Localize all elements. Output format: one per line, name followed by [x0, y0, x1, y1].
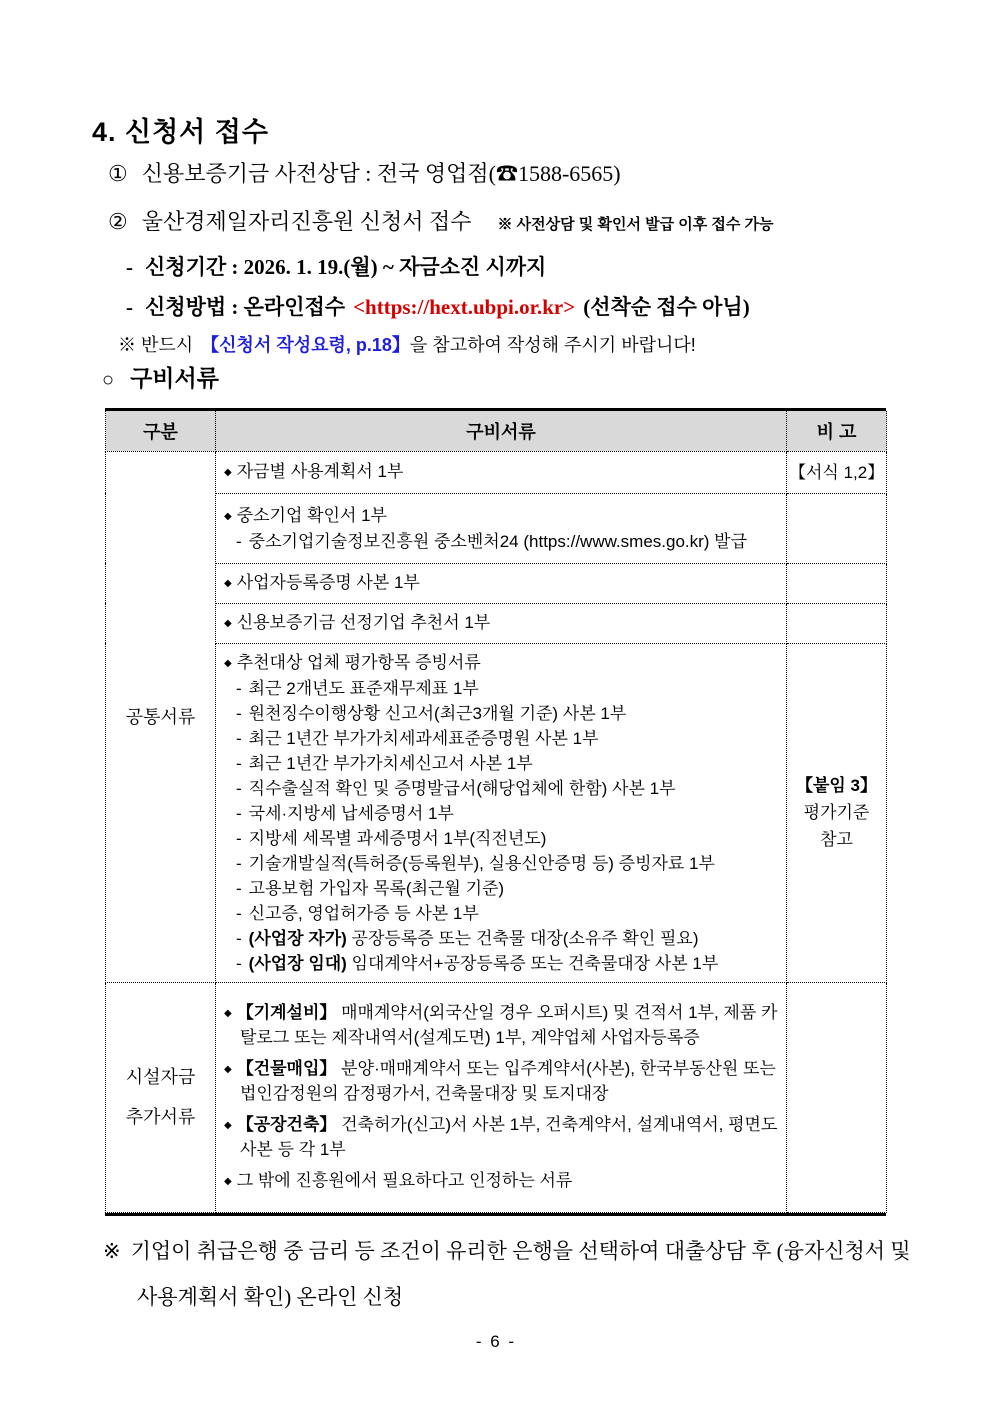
circled-number-1: ① — [108, 161, 128, 186]
online-application-url: <https://hext.ubpi.or.kr> — [353, 295, 576, 319]
doc-line — [224, 1001, 778, 1050]
guideline-reference: 【신청서 작성요령, p.18】 — [201, 335, 410, 355]
page-title: 4. 신청서 접수 — [92, 117, 269, 147]
doc-text-segment: 국세·지방세 납세증명서 1부 — [248, 803, 454, 823]
category-cell — [106, 451, 216, 982]
doc-line — [224, 726, 778, 751]
notice-prefix: ※ 반드시 — [118, 335, 194, 355]
remark-line: 【붙임 3】 — [795, 776, 878, 795]
column-header-category: 구분 — [106, 411, 216, 451]
circled-number-2: ② — [108, 209, 128, 234]
doc-text-segment: 건축허가(신고)서 사본 1부, 건축계약서, 설계내역서, 평면도 사본 등 각 1부 — [240, 1114, 778, 1159]
dash-marker: - — [236, 728, 242, 748]
doc-text-segment: 그 밖에 진흥원에서 필요하다고 인정하는 서류 — [236, 1170, 573, 1190]
documents-cell — [216, 563, 787, 603]
dash-marker: - — [236, 778, 242, 798]
category-label: 추가서류 — [125, 1107, 196, 1127]
doc-text-segment: 매매계약서(외국산일 경우 오퍼시트) 및 견적서 1부, 제품 카탈로그 또는 제작내역서(설계도면) 1부, 계약업체 사업자등록증 — [240, 1002, 778, 1047]
guideline-notice-line — [118, 331, 696, 357]
required-documents-heading — [102, 360, 219, 393]
bank-selection-note — [103, 1228, 919, 1320]
dash-marker: - — [236, 878, 242, 898]
doc-text-segment: 원천징수이행상황 신고서(최근3개월 기준) 사본 1부 — [248, 703, 627, 723]
column-header-documents: 구비서류 — [216, 411, 787, 451]
doc-text-segment: 중소기업기술정보진흥원 중소벤처24 (https://www.smes.go.kr) 발급 — [248, 531, 748, 551]
doc-line — [224, 610, 778, 636]
dash-marker: - — [126, 295, 133, 319]
doc-text-segment: 추천대상 업체 평가항목 증빙서류 — [236, 652, 481, 672]
doc-text-segment: 고용보험 가입자 목록(최근월 기준) — [248, 878, 505, 898]
dash-marker: - — [236, 903, 242, 923]
dash-marker: - — [236, 828, 242, 848]
required-documents-label: 구비서류 — [130, 366, 219, 391]
doc-text-segment: 임대계약서+공장등록증 또는 건축물대장 사본 1부 — [346, 953, 719, 973]
doc-text-segment: 직수출실적 확인 및 증명발급서(해당업체에 한함) 사본 1부 — [248, 778, 676, 798]
table-row — [106, 563, 887, 603]
dash-marker: - — [236, 703, 242, 723]
doc-line — [224, 876, 778, 901]
category-label: 공통서류 — [125, 706, 196, 727]
notice-suffix: 을 참고하여 작성해 주시기 바랍니다! — [409, 335, 696, 355]
doc-line — [224, 701, 778, 726]
documents-cell — [216, 643, 787, 982]
phone-number: 1588-6565) — [517, 161, 621, 186]
doc-text-segment: 【건물매입】 — [236, 1058, 337, 1078]
table-header-row — [106, 411, 887, 451]
remark-cell — [787, 563, 887, 603]
doc-text-segment: 신고증, 영업허가증 등 사본 1부 — [248, 903, 479, 923]
doc-line — [224, 826, 778, 851]
documents-cell — [216, 603, 787, 643]
doc-text-segment: 신용보증기금 선정기업 추천서 1부 — [236, 613, 491, 632]
application-method-line — [126, 291, 750, 321]
remark-line: 평가기준 — [803, 803, 870, 822]
bullet-icon: ◆ — [224, 1063, 232, 1075]
documents-cell — [216, 493, 787, 563]
doc-text-segment: 공장등록증 또는 건축물 대장(소유주 확인 필요) — [346, 928, 699, 948]
bullet-icon: ◆ — [224, 578, 232, 589]
doc-line — [224, 570, 778, 596]
bullet-icon: ◆ — [224, 467, 232, 478]
remark-line: 【서식 1,2】 — [789, 462, 885, 482]
doc-text-segment: 지방세 세목별 과세증명서 1부(직전년도) — [248, 828, 547, 848]
doc-line — [224, 1057, 778, 1106]
column-header-remark: 비 고 — [787, 411, 887, 451]
doc-text-segment: 기술개발실적(특허증(등록원부), 실용신안증명 등) 증빙자료 1부 — [248, 853, 715, 873]
bullet-icon: ◆ — [224, 657, 232, 669]
application-method-text: 신청방법 : 온라인접수 — [145, 295, 346, 319]
dash-marker: - — [236, 678, 242, 698]
required-documents-table-wrapper — [105, 408, 886, 1216]
dash-marker: - — [236, 953, 242, 973]
doc-line — [224, 1113, 778, 1162]
bullet-icon: ◆ — [224, 1007, 232, 1019]
doc-text-segment: 사업자등록증명 사본 1부 — [236, 573, 420, 592]
table-row — [106, 982, 887, 1212]
doc-line — [224, 751, 778, 776]
required-documents-table — [105, 411, 887, 1213]
remark-cell — [787, 493, 887, 563]
doc-text-segment: 중소기업 확인서 1부 — [236, 505, 387, 525]
dash-marker: - — [236, 531, 242, 551]
application-receipt-line — [108, 205, 774, 236]
documents-cell — [216, 451, 787, 493]
page-number: - 6 - — [475, 1332, 517, 1351]
doc-text-segment: 【공장건축】 — [236, 1114, 337, 1134]
bullet-icon: ◆ — [224, 618, 232, 629]
dash-marker: - — [236, 803, 242, 823]
dash-marker: - — [236, 853, 242, 873]
remark-cell — [787, 451, 887, 493]
doc-text-segment: (사업장 자가) — [248, 928, 347, 948]
doc-text-segment: 최근 1년간 부가가치세신고서 사본 1부 — [248, 753, 533, 773]
table-body — [106, 451, 887, 1212]
table-row — [106, 643, 887, 982]
bullet-icon: ◆ — [224, 510, 232, 522]
dash-marker: - — [236, 928, 242, 948]
doc-line — [224, 951, 778, 976]
application-method-suffix: (선착순 접수 아님) — [583, 295, 750, 319]
reference-mark: ※ — [103, 1239, 121, 1263]
bullet-icon: ◆ — [224, 1175, 232, 1187]
application-period-line — [126, 251, 546, 281]
doc-text-segment: 자금별 사용계획서 1부 — [236, 462, 404, 481]
doc-line — [224, 650, 778, 676]
remark-line: 참고 — [820, 830, 853, 849]
doc-text-segment: 최근 1년간 부가가치세과세표준증명원 사본 1부 — [248, 728, 599, 748]
doc-line — [224, 503, 778, 529]
remark-cell — [787, 643, 887, 982]
doc-text-segment: (사업장 임대) — [248, 953, 347, 973]
table-row — [106, 451, 887, 493]
remark-cell — [787, 982, 887, 1212]
bullet-icon: ◆ — [224, 1119, 232, 1131]
dash-marker: - — [126, 255, 133, 279]
doc-line — [224, 459, 778, 485]
doc-line — [224, 901, 778, 926]
doc-line — [224, 801, 778, 826]
phone-icon: ☎ — [495, 161, 518, 186]
category-cell — [106, 982, 216, 1212]
documents-cell — [216, 982, 787, 1212]
application-receipt-text: 울산경제일자리진흥원 신청서 접수 — [141, 209, 472, 234]
category-label: 시설자금 — [125, 1067, 196, 1087]
doc-text-segment: 최근 2개년도 표준재무제표 1부 — [248, 678, 479, 698]
application-period-text: 신청기간 : 2026. 1. 19.(월) ~ 자금소진 시까지 — [145, 255, 547, 279]
doc-line — [224, 676, 778, 701]
doc-line — [224, 529, 778, 554]
receipt-condition-note: ※ 사전상담 및 확인서 발급 이후 접수 가능 — [497, 216, 774, 233]
doc-text-segment: 【기계설비】 — [236, 1002, 337, 1022]
table-row — [106, 493, 887, 563]
bank-selection-text: 기업이 취급은행 중 금리 등 조건이 유리한 은행을 선택하여 대출상담 후 (융자신청서 및 사용계획서 확인) 온라인 신청 — [130, 1239, 911, 1309]
doc-line — [224, 776, 778, 801]
doc-line — [224, 926, 778, 951]
table-row — [106, 603, 887, 643]
doc-line — [224, 1169, 778, 1194]
doc-line — [224, 851, 778, 876]
pre-consultation-text: 신용보증기금 사전상담 : 전국 영업점( — [141, 161, 496, 186]
remark-cell — [787, 603, 887, 643]
doc-text-segment: 분양·매매계약서 또는 입주계약서(사본), 한국부동산원 또는 법인감정원의 감정평가서, 건축물대장 및 토지대장 — [240, 1058, 776, 1103]
dash-marker: - — [236, 753, 242, 773]
pre-consultation-line — [108, 157, 621, 188]
circle-marker: ○ — [102, 369, 115, 391]
